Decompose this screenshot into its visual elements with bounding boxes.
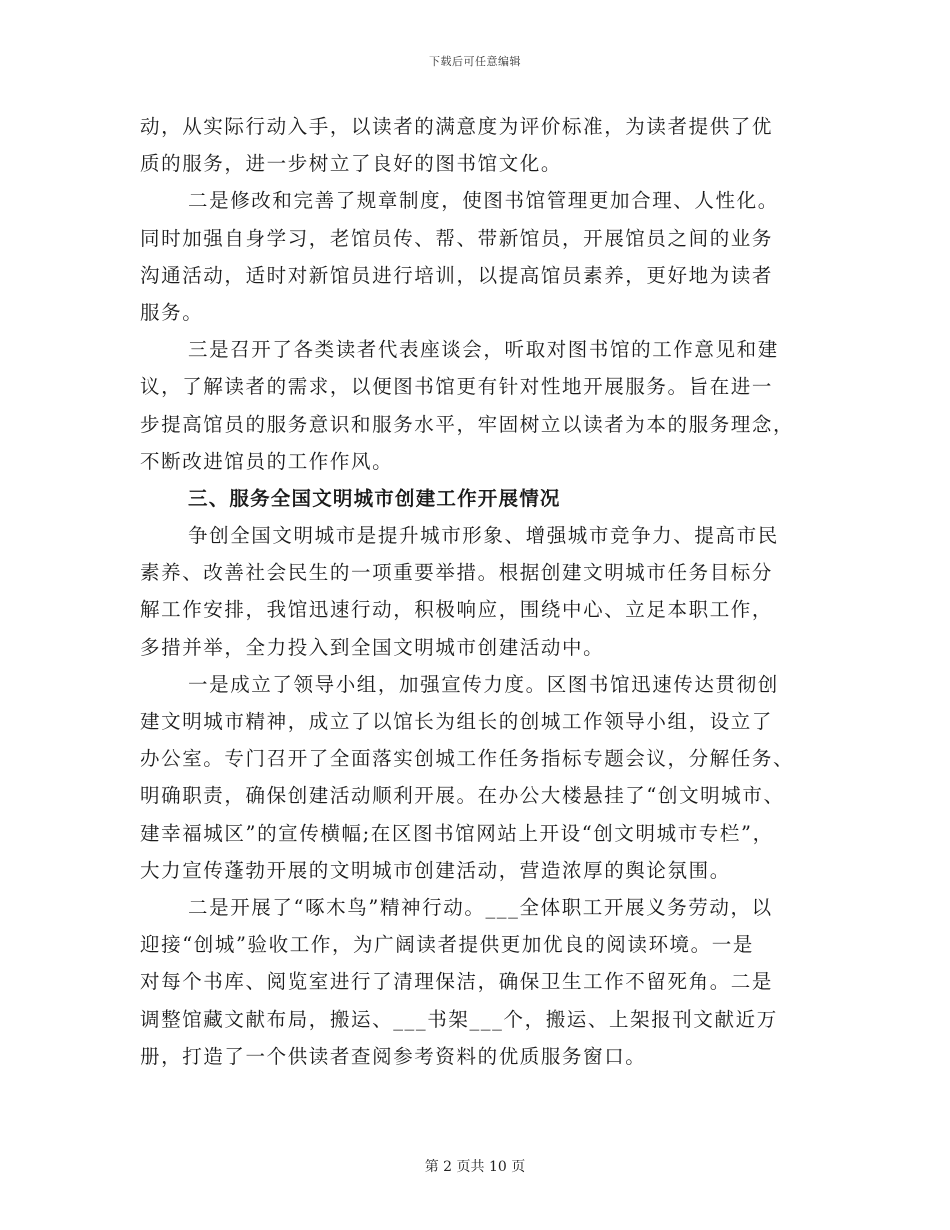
text-line: 素养、改善社会民生的一项重要举措。根据创建文明城市任务目标分 [140,561,774,585]
text-line: 办公室。专门召开了全面落实创城工作任务指标专题会议，分解任务、 [140,747,795,771]
text-line: 大力宣传蓬勃开展的文明城市创建活动，营造浓厚的舆论氛围。 [140,858,731,882]
text-line: 建文明城市精神，成立了以馆长为组长的创城工作领导小组，设立了 [140,710,774,733]
text-line: 一是成立了领导小组，加强宣传力度。区图书馆迅速传达贯彻创 [188,672,779,696]
text-line: 明确职责，确保创建活动顺利开展。在办公大楼悬挂了“创文明城市、 [140,784,785,808]
text-line: 建幸福城区”的宣传横幅;在区图书馆网站上开设“创文明城市专栏”， [140,821,774,845]
text-line: 动，从实际行动入手，以读者的满意度为评价标准，为读者提供了优 [140,115,774,138]
text-line: 沟通活动，适时对新馆员进行培训，以提高馆员素养，更好地为读者 [140,263,774,287]
text-line: 对每个书库、阅览室进行了清理保洁，确保卫生工作不留死角。二是 [140,970,774,994]
text-line: 调整馆藏文献布局，搬运、___书架___个，搬运、上架报刊文献近万 [140,1007,778,1031]
text-line: 同时加强自身学习，老馆员传、帮、带新馆员，开展馆员之间的业务 [140,226,774,250]
text-line: 册，打造了一个供读者查阅参考资料的优质服务窗口。 [140,1044,647,1068]
section-heading: 三、服务全国文明城市创建工作开展情况 [188,486,561,510]
text-line: 不断改进馆员的工作作风。 [140,449,394,473]
text-line: 质的服务，进一步树立了良好的图书馆文化。 [140,152,563,176]
text-line: 二是修改和完善了规章制度，使图书馆管理更加合理、人性化。 [188,189,779,213]
text-line: 多措并举，全力投入到全国文明城市创建活动中。 [140,635,605,659]
text-line: 解工作安排，我馆迅速行动，积极响应，围绕中心、立足本职工作， [140,598,774,622]
text-line: 争创全国文明城市是提升城市形象、增强城市竞争力、提高市民 [188,524,779,548]
page-number-footer: 第 2 页共 10 页 [424,1159,526,1175]
text-line: 二是开展了“啄木鸟”精神行动。___全体职工开展义务劳动，以 [188,895,773,919]
text-line: 步提高馆员的服务意识和服务水平，牢固树立以读者为本的服务理念， [140,412,795,436]
page-header: 下载后可任意编辑 [429,55,521,68]
text-line: 服务。 [140,300,204,324]
text-line: 议，了解读者的需求，以便图书馆更有针对性地开展服务。旨在进一 [140,375,774,399]
text-line: 三是召开了各类读者代表座谈会，听取对图书馆的工作意见和建 [188,338,779,362]
text-line: 迎接“创城”验收工作，为广阔读者提供更加优良的阅读环境。一是 [140,933,754,957]
document-body [140,108,820,1075]
